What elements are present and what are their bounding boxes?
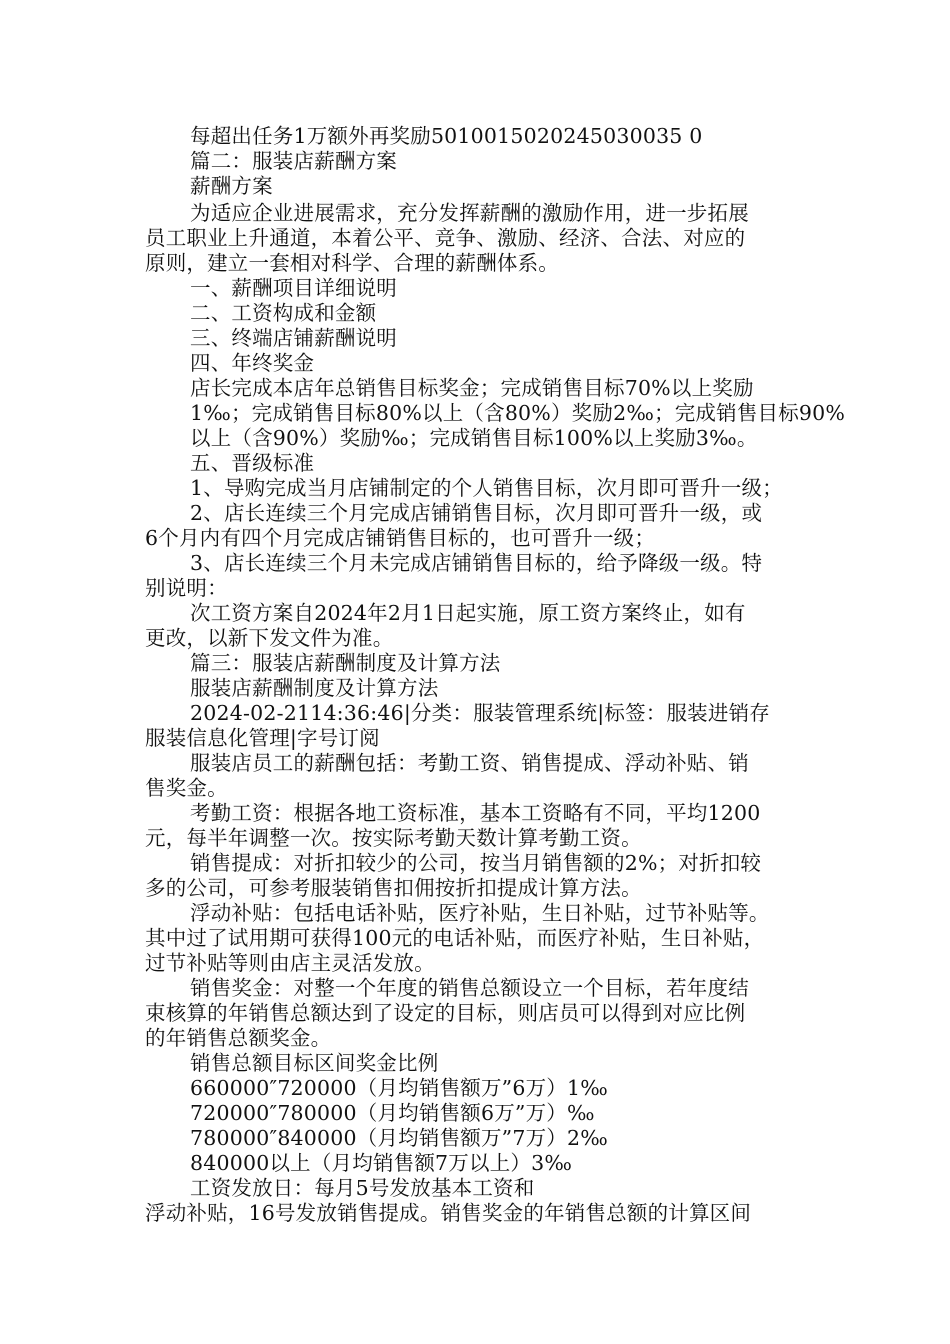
table-heading: 销售总额目标区间奖金比例 <box>190 1051 439 1075</box>
section-heading: 篇二：服装店薪酬方案 <box>190 149 397 173</box>
metadata-line: 2024-02-2114:36:46|分类：服装管理系统|标签：服装进销存 <box>190 701 770 725</box>
paragraph-line: 1‰；完成销售目标80%以上（含80%）奖励2‰；完成销售目标90% <box>190 401 846 425</box>
paragraph-line: 工资发放日：每月5号发放基本工资和 <box>190 1176 535 1200</box>
paragraph-line: 2、店长连续三个月完成店铺销售目标，次月即可晋升一级，或 <box>190 501 763 525</box>
text-line: 每超出任务1万额外再奖励5010015020245030035 0 <box>190 124 703 148</box>
paragraph-line: 多的公司，可参考服装销售扣佣按折扣提成计算方法。 <box>145 876 642 900</box>
list-item: 二、工资构成和金额 <box>190 301 377 325</box>
paragraph-line: 销售提成：对折扣较少的公司，按当月销售额的2%；对折扣较 <box>190 851 762 875</box>
paragraph-line: 考勤工资：根据各地工资标准，基本工资略有不同，平均1200 <box>190 801 761 825</box>
paragraph-line: 1、导购完成当月店铺制定的个人销售目标，次月即可晋升一级； <box>190 476 783 500</box>
paragraph-line: 销售奖金：对整一个年度的销售总额设立一个目标，若年度结 <box>190 976 749 1000</box>
paragraph-line: 次工资方案自2024年2月1日起实施，原工资方案终止，如有 <box>190 601 746 625</box>
subsection-title: 薪酬方案 <box>190 174 273 198</box>
section-heading: 篇三：服装店薪酬制度及计算方法 <box>190 651 501 675</box>
list-item: 一、薪酬项目详细说明 <box>190 276 397 300</box>
paragraph-line: 6个月内有四个月完成店铺销售目标的，也可晋升一级； <box>145 526 656 550</box>
paragraph-line: 的年销售总额奖金。 <box>145 1026 332 1050</box>
bonus-row: 720000″780000（月均销售额6万”万）‰ <box>190 1101 595 1125</box>
bonus-row: 840000以上（月均销售额7万以上）3‰ <box>190 1151 573 1175</box>
subsection-title: 服装店薪酬制度及计算方法 <box>190 676 439 700</box>
paragraph-line: 浮动补贴：包括电话补贴，医疗补贴，生日补贴，过节补贴等。 <box>190 901 770 925</box>
paragraph-line: 原则，建立一套相对科学、合理的薪酬体系。 <box>145 251 559 275</box>
paragraph-line: 过节补贴等则由店主灵活发放。 <box>145 951 435 975</box>
list-item: 三、终端店铺薪酬说明 <box>190 326 397 350</box>
paragraph-line: 服装店员工的薪酬包括：考勤工资、销售提成、浮动补贴、销 <box>190 751 749 775</box>
paragraph-line: 别说明： <box>145 576 228 600</box>
paragraph-line: 其中过了试用期可获得100元的电话补贴，而医疗补贴，生日补贴， <box>145 926 765 950</box>
paragraph-line: 店长完成本店年总销售目标奖金；完成销售目标70%以上奖励 <box>190 376 754 400</box>
paragraph-line: 为适应企业进展需求，充分发挥薪酬的激励作用，进一步拓展 <box>190 201 749 225</box>
list-item: 四、年终奖金 <box>190 351 315 375</box>
list-item: 五、晋级标准 <box>190 451 315 475</box>
paragraph-line: 员工职业上升通道，本着公平、竞争、激励、经济、合法、对应的 <box>145 226 746 250</box>
paragraph-line: 售奖金。 <box>145 776 228 800</box>
paragraph-line: 浮动补贴，16号发放销售提成。销售奖金的年销售总额的计算区间 <box>145 1201 752 1225</box>
paragraph-line: 以上（含90%）奖励‰；完成销售目标100%以上奖励3‰。 <box>190 426 758 450</box>
bonus-row: 780000″840000（月均销售额万”7万）2‰ <box>190 1126 608 1150</box>
paragraph-line: 3、店长连续三个月未完成店铺销售目标的，给予降级一级。特 <box>190 551 763 575</box>
paragraph-line: 束核算的年销售总额达到了设定的目标，则店员可以得到对应比例 <box>145 1001 746 1025</box>
paragraph-line: 更改，以新下发文件为准。 <box>145 626 394 650</box>
bonus-row: 660000″720000（月均销售额万”6万）1‰ <box>190 1076 608 1100</box>
paragraph-line: 元，每半年调整一次。按实际考勤天数计算考勤工资。 <box>145 826 642 850</box>
metadata-line: 服装信息化管理|字号订阅 <box>145 726 380 750</box>
